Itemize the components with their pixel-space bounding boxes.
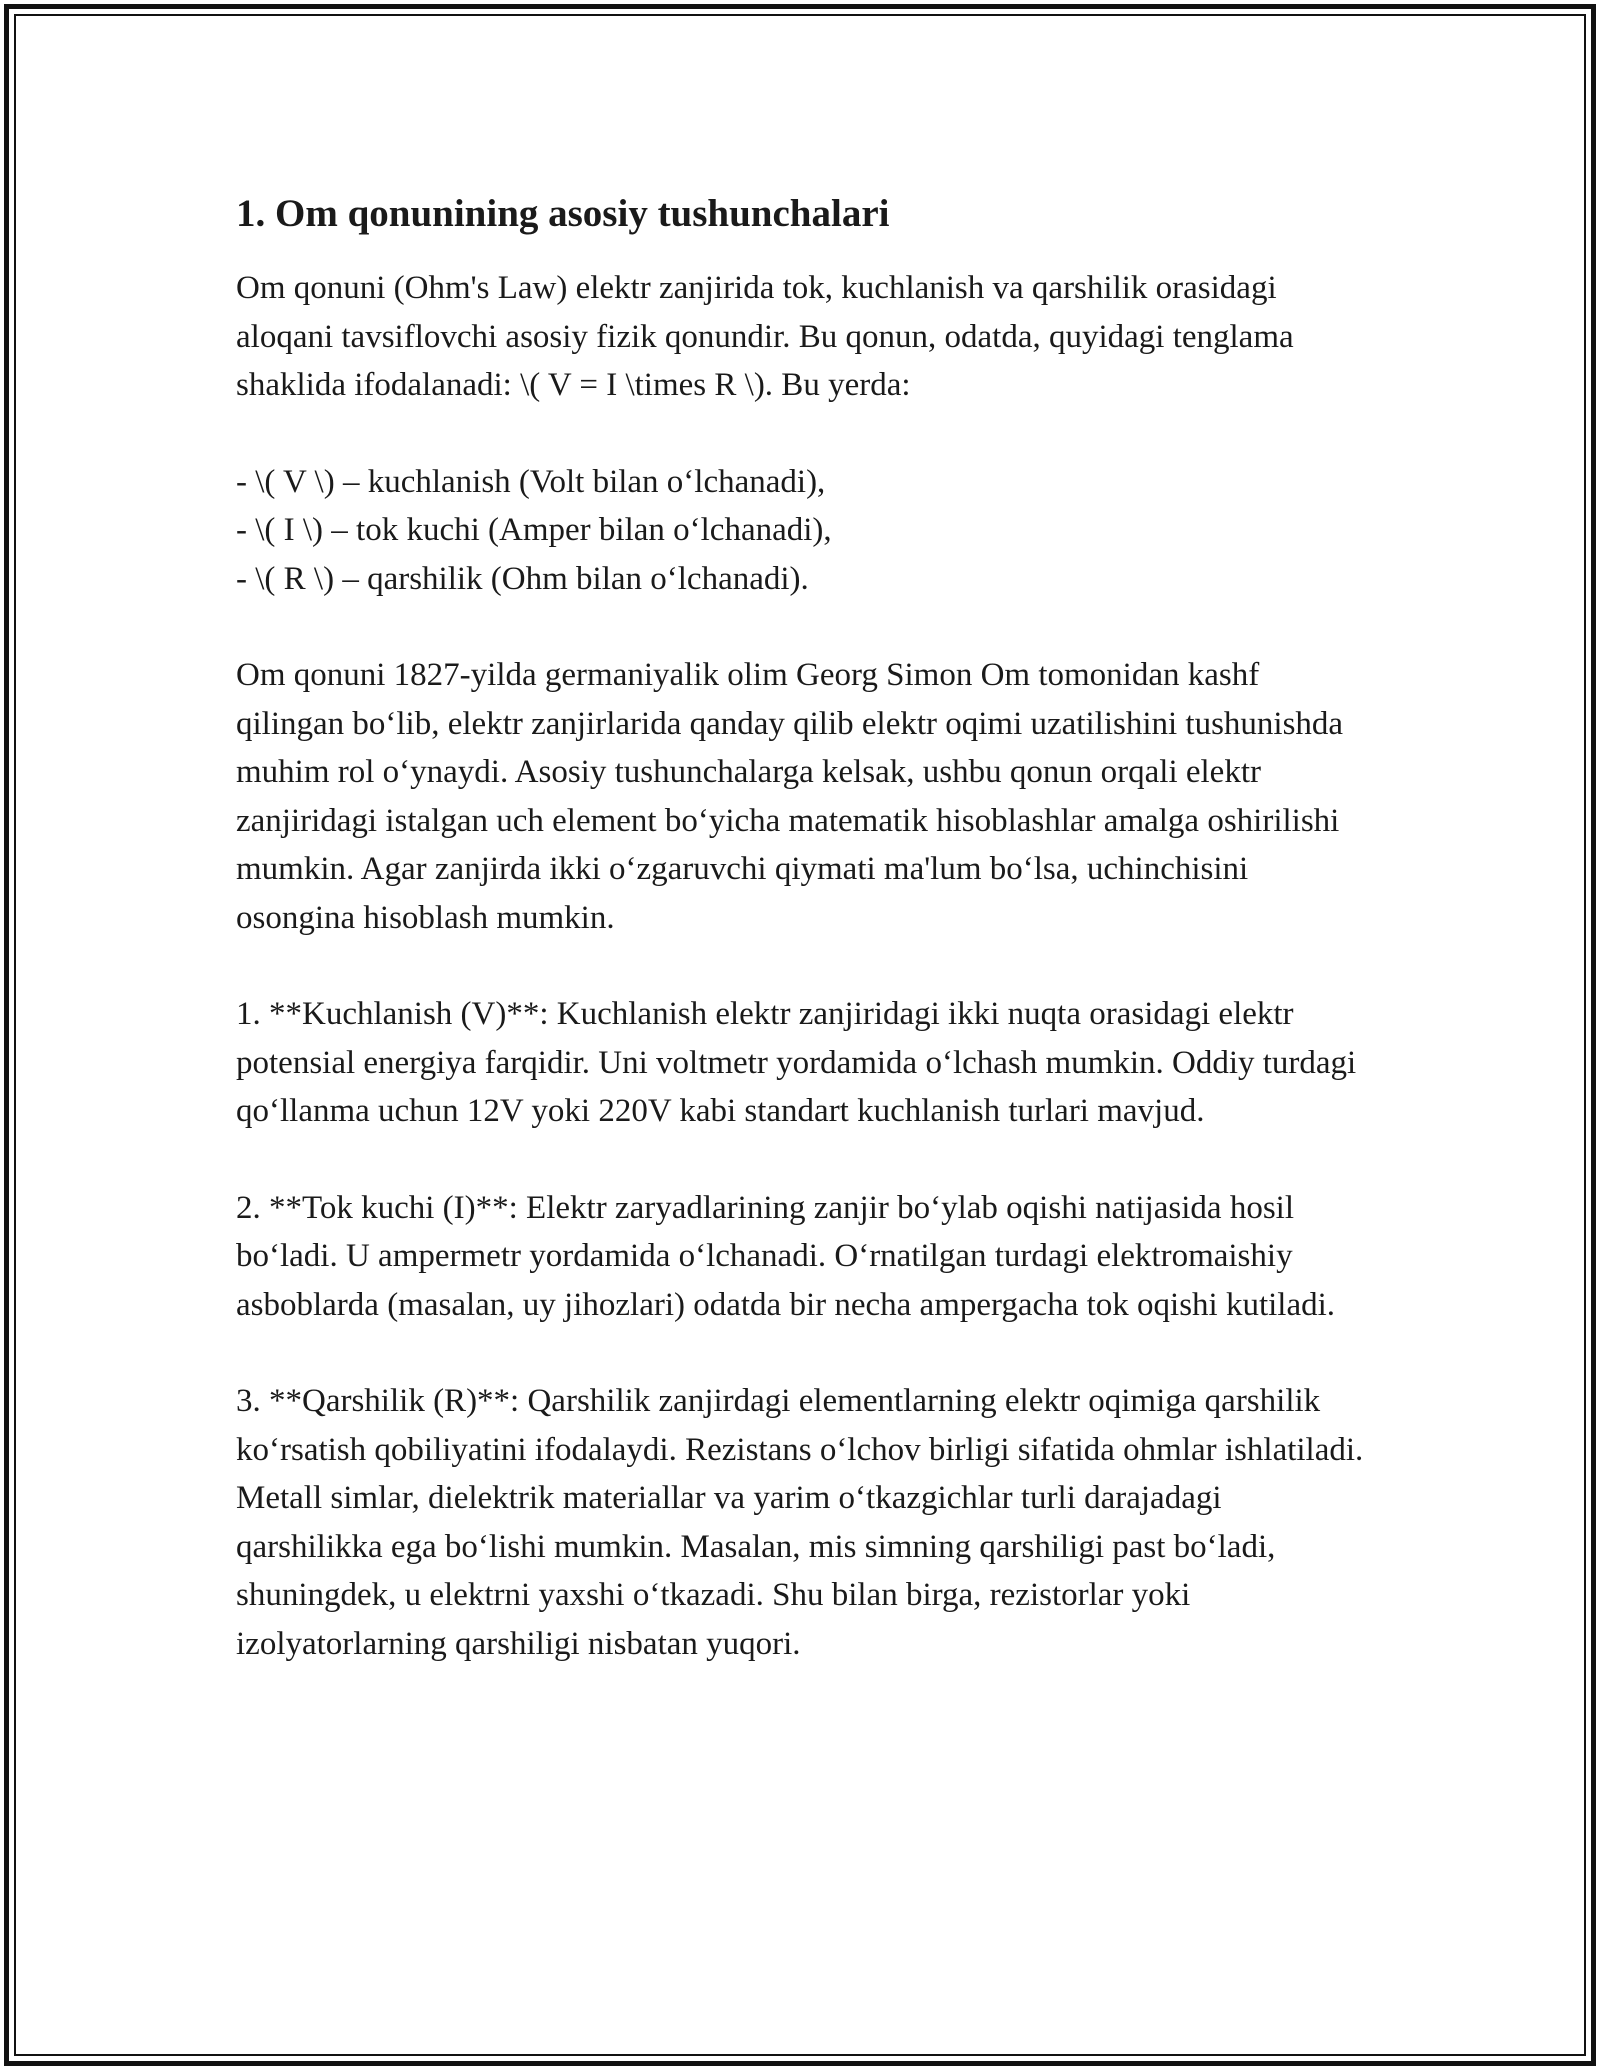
paragraph-history: Om qonuni 1827-yilda germaniyalik olim Georg Simon Om tomonidan kashf qilingan bo‘lib, elektr zanjirlarida qanday qilib elektr oqimi uzatilishini tushunishda muhim rol o‘ynaydi. Asosiy tushunchalarga kelsak, ushbu qonun orqali elektr zanjiridagi istalgan uch element bo‘yicha matematik hisoblashlar amalga oshirilishi mumkin. Agar zanjirda ikki o‘zgaruvchi qiymati ma'lum bo‘lsa, uchinchisini osongina hisoblash mumkin.	[236, 657, 1344, 936]
paragraph-variable-list: - \( V \) – kuchlanish (Volt bilan o‘lchanadi), - \( I \) – tok kuchi (Amper bilan o‘lchanadi), - \( R \) – qarshilik (Ohm bilan o‘lchanadi).	[236, 463, 832, 597]
paragraph-voltage: 1. **Kuchlanish (V)**: Kuchlanish elektr zanjiridagi ikki nuqta orasidagi elektr potensial energiya farqidir. Uni voltmetr yordamida o‘lchash mumkin. Oddiy turdagi qo‘llanma uchun 12V yoki 220V kabi standart kuchlanish turlari mavjud.	[236, 996, 1357, 1129]
paragraph-current: 2. **Tok kuchi (I)**: Elektr zaryadlarining zanjir bo‘ylab oqishi natijasida hosil bo‘ladi. U ampermetr yordamida o‘lchanadi. O‘rnatilgan turdagi elektromaishiy asboblarda (masalan, uy jihozlari) odatda bir necha ampergacha tok oqishi kutiladi.	[236, 1189, 1336, 1323]
paragraph-intro: Om qonuni (Ohm's Law) elektr zanjirida tok, kuchlanish va qarshilik orasidagi aloqani tavsiflovchi asosiy fizik qonundir. Bu qonun, odatda, quyidagi tenglama shaklida ifodalanadi: \( V = I \times R \). Bu yerda:	[236, 270, 1294, 403]
section-heading: 1. Om qonunining asosiy tushunchalari	[236, 192, 890, 235]
paragraph-resistance: 3. **Qarshilik (R)**: Qarshilik zanjirdagi elementlarning elektr oqimiga qarshilik ko‘rsatish qobiliyatini ifodalaydi. Rezistans o‘lchov birligi sifatida ohmlar ishlatiladi. Metall simlar, dielektrik materiallar va yarim o‘tkazgichlar turli darajadagi qarshilikka ega bo‘lishi mumkin. Masalan, mis simning qarshiligi past bo‘ladi, shuningdek, u elektrni yaxshi o‘tkazadi. Shu bilan birga, rezistorlar yoki izolyatorlarning qarshiligi nisbatan yuqori.	[236, 1383, 1364, 1662]
document-body	[236, 188, 1366, 1668]
